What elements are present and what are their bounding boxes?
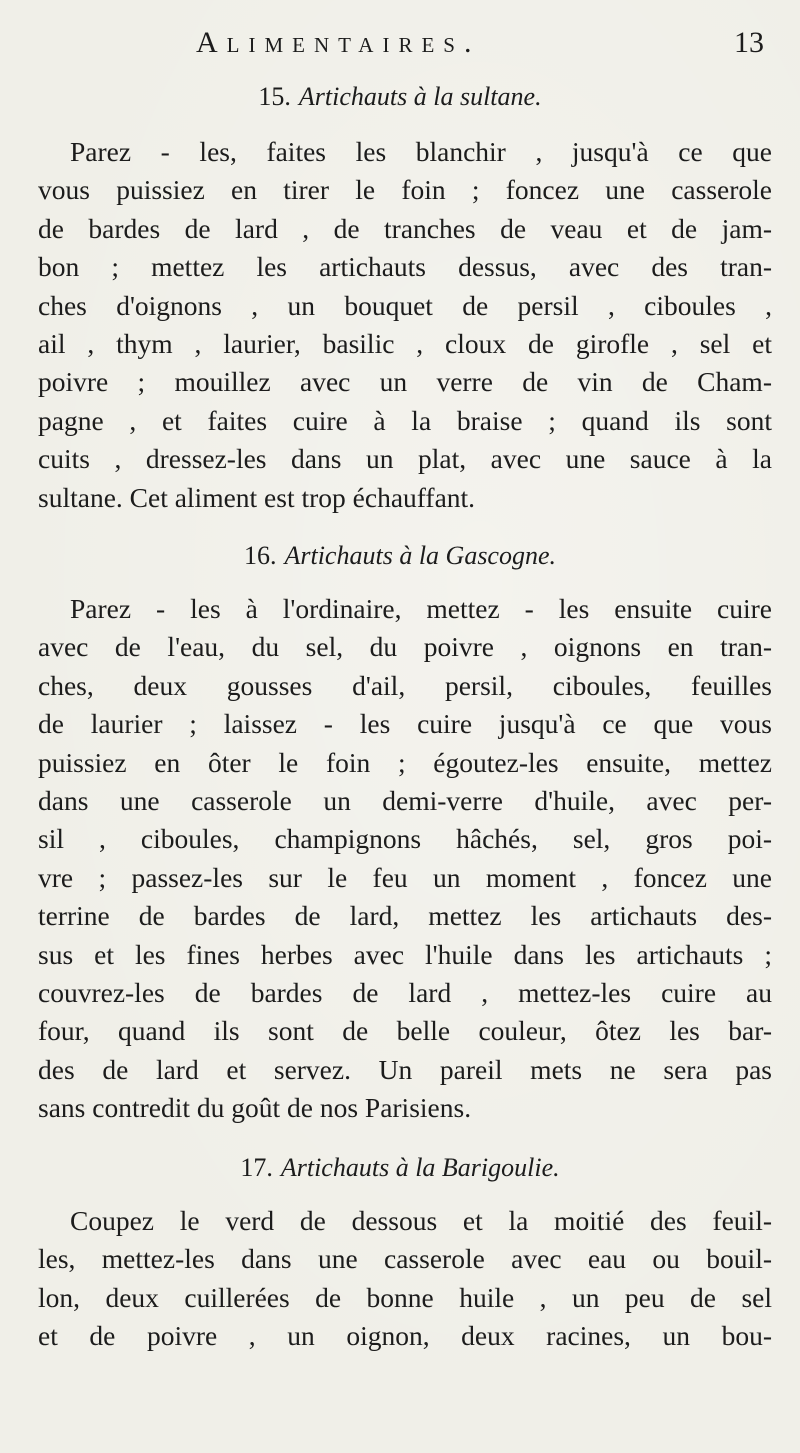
text-line: ches, deux gousses d'ail, persil, ciboules, feuilles [38, 669, 772, 701]
text-line: Parez - les, faites les blanchir , jusqu'à ce que [70, 136, 772, 167]
section-heading-15 [0, 82, 800, 112]
text-line: des de lard et servez. Un pareil mets ne sera pas [38, 1053, 772, 1085]
section-16-body [38, 590, 772, 1127]
section-number: 16. [243, 541, 277, 570]
text-line: sans contredit du goût de nos Parisiens. [38, 1092, 472, 1124]
running-head [0, 26, 800, 66]
text-line: ail , thym , laurier, basilic , cloux de girofle , sel et [38, 327, 772, 359]
section-title: Artichauts à la Barigoulie. [280, 1153, 560, 1182]
text-line: poivre ; mouillez avec un verre de vin de Cham- [38, 366, 772, 398]
text-line: terrine de bardes de lard, mettez les artichauts des- [38, 900, 772, 932]
text-line: et de poivre , un oignon, deux racines, un bou- [38, 1320, 772, 1352]
text-line: de bardes de lard , de tranches de veau et de jam- [38, 212, 772, 244]
text-line: Parez - les à l'ordinaire, mettez - les ensuite cuire [70, 593, 772, 624]
text-line: couvrez-les de bardes de lard , mettez-les cuire au [38, 976, 772, 1008]
page-number: 13 [734, 26, 764, 59]
text-line: les, mettez-les dans une casserole avec eau ou bouil- [38, 1243, 772, 1275]
section-number: 15. [258, 82, 291, 111]
text-line: vre ; passez-les sur le feu un moment , foncez une [38, 861, 772, 893]
text-line: cuits , dressez-les dans un plat, avec une sauce à la [38, 443, 772, 475]
section-heading-17 [0, 1153, 800, 1183]
text-line: Coupez le verd de dessous et la moitié des feuil- [70, 1205, 772, 1236]
text-line: avec de l'eau, du sel, du poivre , oignons en tran- [38, 631, 772, 663]
text-line: sus et les fines herbes avec l'huile dans les artichauts ; [38, 938, 772, 970]
section-17-body [38, 1202, 772, 1356]
section-title: Artichauts à la sultane. [298, 82, 542, 111]
running-title: Alimentaires. [196, 26, 481, 59]
text-line: sil , ciboules, champignons hâchés, sel, gros poi- [38, 823, 772, 855]
text-line: sultane. Cet aliment est trop échauffant. [38, 481, 476, 513]
text-line: ches d'oignons , un bouquet de persil , ciboules , [38, 289, 772, 321]
section-number: 17. [240, 1153, 273, 1182]
text-line: de laurier ; laissez - les cuire jusqu'à ce que vous [38, 708, 772, 740]
text-line: vous puissiez en tirer le foin ; foncez une casserole [38, 174, 772, 206]
section-15-body [38, 133, 772, 517]
text-line: puissiez en ôter le foin ; égoutez-les ensuite, mettez [38, 746, 772, 778]
section-title: Artichauts à la Gascogne. [284, 541, 557, 570]
text-line: dans une casserole un demi-verre d'huile, avec per- [38, 784, 772, 816]
text-line: four, quand ils sont de belle couleur, ôtez les bar- [38, 1015, 772, 1047]
text-line: bon ; mettez les artichauts dessus, avec des tran- [38, 251, 772, 283]
text-line: lon, deux cuillerées de bonne huile , un peu de sel [38, 1281, 772, 1313]
text-line: pagne , et faites cuire à la braise ; quand ils sont [38, 404, 772, 436]
section-heading-16 [0, 541, 800, 571]
